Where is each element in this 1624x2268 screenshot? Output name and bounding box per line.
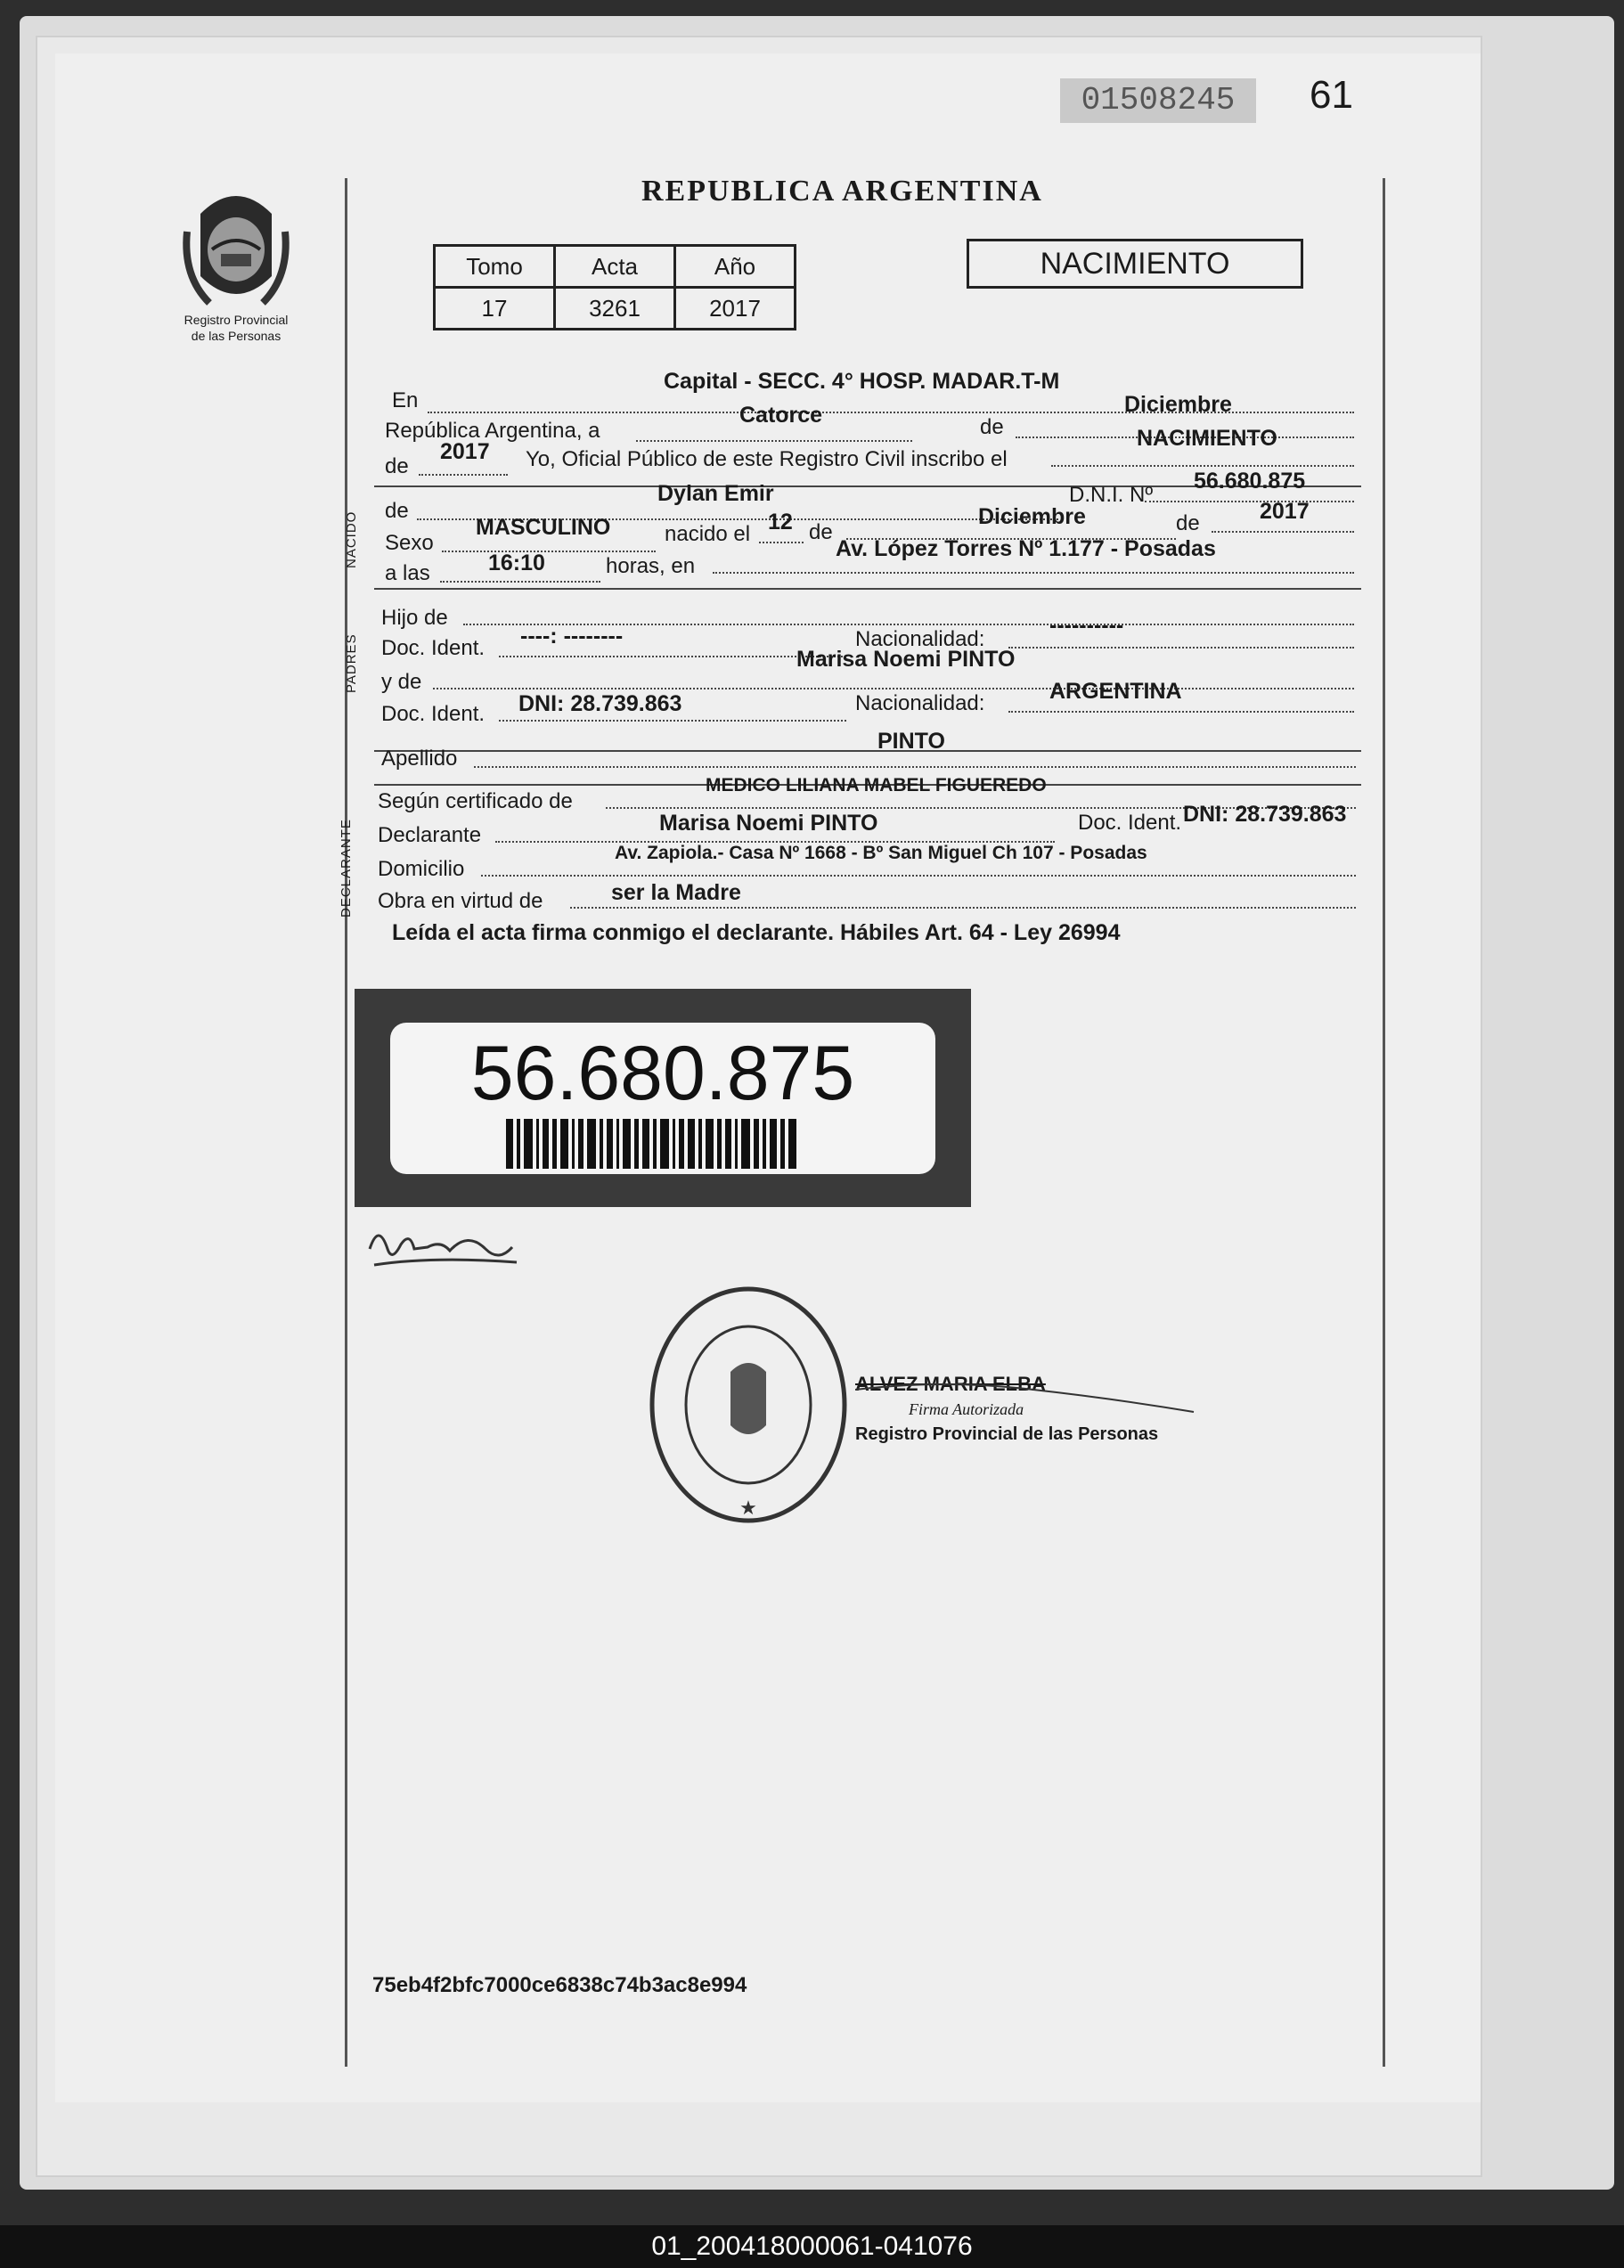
declarante-value: Marisa Noemi PINTO [659, 811, 878, 836]
barcode [506, 1119, 820, 1169]
table-cell: 2017 [675, 288, 796, 330]
hijo-de-label: Hijo de [381, 606, 448, 630]
serial-number: 01508245 [1060, 78, 1256, 123]
lugar-value: Av. López Torres Nº 1.177 - Posadas [836, 536, 1216, 561]
a-las-label: a las [385, 561, 430, 585]
horas-en-label: horas, en [606, 554, 696, 578]
dotted-line [440, 581, 600, 583]
doc-ident-mother: DNI: 28.739.863 [518, 691, 682, 716]
closing-statement: Leída el acta firma conmigo el declarante. Hábiles Art. 64 - Ley 26994 [392, 920, 1121, 945]
table-header: Año [675, 246, 796, 288]
dotted-line [499, 656, 846, 657]
dotted-line [474, 766, 1356, 768]
republica-label: República Argentina, a [385, 419, 600, 443]
en-value: Capital - SECC. 4° HOSP. MADAR.T-M [664, 369, 1060, 394]
dotted-line [636, 440, 912, 442]
record-type-box: NACIMIENTO [967, 239, 1303, 289]
nacido-de-label: de [385, 499, 409, 523]
signatory-name: ALVEZ MARIA ELBA [855, 1373, 1046, 1395]
dotted-line [1008, 711, 1354, 713]
declarante-label: Declarante [378, 823, 482, 847]
right-margin-rule [1383, 178, 1385, 2067]
declarant-signature-icon [361, 1213, 521, 1276]
dni-value: 56.680.875 [1194, 469, 1306, 494]
section-separator [374, 750, 1361, 752]
obra-value: ser la Madre [611, 880, 741, 905]
decl-doc-label: Doc. Ident. [1078, 811, 1182, 835]
official-seal-icon [646, 1283, 851, 1528]
year-value: 2017 [440, 439, 490, 464]
segun-label: Según certificado de [378, 789, 573, 813]
de-label: de [980, 415, 1004, 439]
table-header-row [435, 246, 796, 288]
y-de-label: y de [381, 670, 422, 694]
dni-sticker-label [390, 1023, 935, 1174]
section-label-declarante: DECLARANTE [339, 819, 354, 918]
inscribo-text: Yo, Oficial Público de este Registro Civil inscribo el [526, 447, 1008, 471]
signatory-role: Firma Autorizada [909, 1400, 1024, 1418]
doc-ident-label: Doc. Ident. [381, 702, 486, 726]
nacionalidad-label: Nacionalidad: [855, 627, 985, 651]
obra-label: Obra en virtud de [378, 889, 543, 913]
nacido-el-label: nacido el [665, 522, 751, 546]
dotted-line [1051, 465, 1354, 467]
nacionalidad-father: ---------- [1049, 613, 1124, 638]
table-row [435, 288, 796, 330]
crest-label-line2: de las Personas [191, 329, 282, 343]
crest-label-line1: Registro Provincial [184, 313, 289, 327]
dotted-line [481, 875, 1356, 877]
provincial-crest-icon [178, 178, 294, 321]
dotted-line [759, 542, 804, 543]
page-title: REPUBLICA ARGENTINA [641, 175, 1043, 208]
child-name-value: Dylan Emir [657, 481, 774, 506]
dotted-line [1145, 501, 1354, 502]
en-label: En [392, 388, 419, 412]
month-value: Diciembre [1124, 392, 1232, 417]
dni-sticker [355, 989, 971, 1207]
file-label: 01_200418000061-041076 [0, 2225, 1624, 2268]
dotted-line [433, 688, 1354, 689]
apellido-value: PINTO [877, 729, 945, 754]
dotted-line [499, 720, 846, 722]
birth-year-value: 2017 [1260, 499, 1310, 524]
dni-label: D.N.I. Nº [1069, 483, 1154, 507]
segun-value: MEDICO LILIANA MABEL FIGUEREDO [706, 775, 1047, 795]
dotted-line [570, 907, 1356, 909]
nacionalidad-label: Nacionalidad: [855, 691, 985, 715]
inscribo-value: NACIMIENTO [1137, 426, 1277, 451]
table-cell: 17 [435, 288, 555, 330]
dotted-line [1008, 647, 1354, 649]
nacionalidad-mother: ARGENTINA [1049, 679, 1182, 704]
authorized-signature-icon [855, 1363, 1203, 1416]
dni-sticker-number: 56.680.875 [470, 1031, 855, 1116]
dotted-line [713, 572, 1354, 574]
hora-value: 16:10 [488, 551, 545, 575]
dotted-line [1212, 531, 1354, 533]
day-value: Catorce [739, 403, 823, 428]
svg-text:★: ★ [739, 1497, 757, 1519]
section-label-padres: PADRES [344, 633, 359, 693]
decl-doc-value: DNI: 28.739.863 [1183, 802, 1347, 827]
registry-table [433, 244, 796, 330]
crest-label [151, 312, 321, 344]
year-label: de [385, 454, 409, 478]
domicilio-value: Av. Zapiola.- Casa Nº 1668 - Bº San Miguel Ch 107 - Posadas [615, 843, 1147, 863]
page-number: 61 [1310, 73, 1353, 117]
mother-name-value: Marisa Noemi PINTO [796, 647, 1016, 672]
dotted-line [419, 474, 508, 476]
sexo-label: Sexo [385, 531, 434, 555]
signatory-org: Registro Provincial de las Personas [855, 1424, 1159, 1444]
sexo-value: MASCULINO [476, 515, 611, 540]
birth-de2-label: de [1176, 511, 1200, 535]
table-header: Acta [555, 246, 675, 288]
section-separator [374, 588, 1361, 590]
dotted-line [442, 551, 656, 552]
doc-ident-label: Doc. Ident. [381, 636, 486, 660]
doc-ident-father: ----: -------- [520, 624, 624, 649]
birth-de-label: de [809, 520, 833, 544]
table-header: Tomo [435, 246, 555, 288]
birth-day-value: 12 [768, 510, 793, 534]
table-cell: 3261 [555, 288, 675, 330]
section-label-nacido: NACIDO [344, 510, 359, 568]
left-margin-rule [345, 178, 347, 2067]
domicilio-label: Domicilio [378, 857, 465, 881]
document-hash: 75eb4f2bfc7000ce6838c74b3ac8e994 [372, 1973, 747, 1997]
apellido-label: Apellido [381, 746, 458, 771]
birth-month-value: Diciembre [978, 504, 1086, 529]
